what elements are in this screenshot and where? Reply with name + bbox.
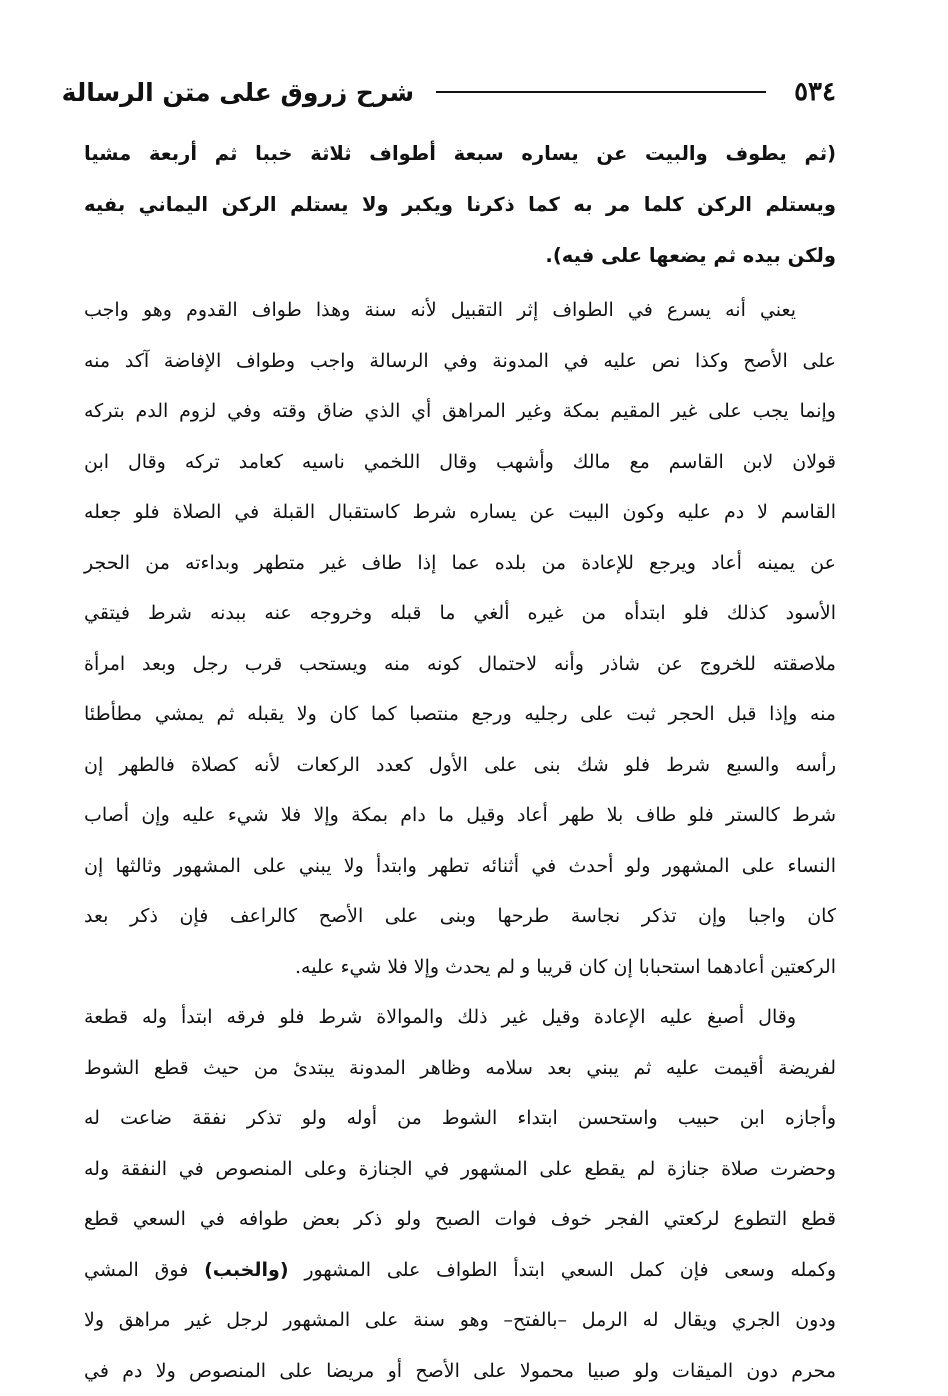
text-line: القاسم لا دم عليه وكون البيت عن يساره شرط كاستقبال القبلة في الصلاة فلو جعله — [84, 487, 836, 538]
text-line: الأسود كذلك فلو ابتدأه من غيره ألغي ما قبله وخروجه عنه ببدنه شرط فيتقي — [84, 588, 836, 639]
text-line: الركعتين أعادهما استحبابا إن كان قريبا و لم يحدث وإلا فلا شيء عليه. — [84, 942, 836, 993]
text-line: منه وإذا قبل الحجر ثبت على رجليه ورجع منتصبا كما كان ولا يقبله ثم يمشي مطأطئا — [84, 689, 836, 740]
text-line: وقال أصبغ عليه الإعادة وقيل غير ذلك والموالاة شرط فلو فرقه ابتدأ وله قطعة — [84, 992, 836, 1043]
matn-line: ولكن بيده ثم يضعها على فيه). — [84, 230, 836, 281]
text-line: لفريضة أقيمت عليه ثم يبني بعد سلامه وظاهر المدونة يبتدئ من حيث قطع الشوط — [84, 1043, 836, 1094]
text-line-with-term — [84, 1245, 836, 1296]
page-number: ٥٣٤ — [794, 77, 836, 107]
text-line: عن يمينه أعاد ويرجع للإعادة من بلده عما إذا طاف غير متطهر وبداءته من الحجر — [84, 538, 836, 589]
text-segment: وكمله وسعى فإن كمل السعي ابتدأ الطواف على المشهور — [304, 1259, 836, 1281]
book-title: شرح زروق على متن الرسالة — [62, 78, 414, 107]
matn-text — [84, 128, 836, 281]
text-line: يعني أنه يسرع في الطواف إثر التقبيل لأنه سنة وهذا طواف القدوم وهو واجب — [84, 285, 836, 336]
text-line: وأجازه ابن حبيب واستحسن ابتداء الشوط من أوله ولو تذكر نفقة ضاعت له — [84, 1093, 836, 1144]
text-line: شرط كالستر فلو طاف بلا طهر أعاد وقيل ما دام بمكة وإلا فلا شيء عليه وإن أصاب — [84, 790, 836, 841]
matn-line: (ثم يطوف والبيت عن يساره سبعة أطواف ثلاثة خببا ثم أربعة مشيا — [84, 128, 836, 179]
text-line: النساء على المشهور ولو أحدث في أثنائه تطهر وابتدأ ولا يبني على المشهور وثالثها إن — [84, 841, 836, 892]
text-line: كان واجبا وإن تذكر نجاسة طرحها وبنى على الأصح كالراعف فإن ذكر بعد — [84, 891, 836, 942]
text-line: ودون الجري ويقال له الرمل –بالفتح– وهو سنة على المشهور لرجل غير مراهق ولا — [84, 1295, 836, 1346]
header-rule — [436, 91, 766, 93]
text-line: قولان لابن القاسم مع مالك وأشهب وقال اللخمي ناسيه كعامد تركه وقال ابن — [84, 437, 836, 488]
text-line: محرم دون الميقات ولو صبيا محمولا على الأصح أو مريضا على المنصوص ولا دم في — [84, 1346, 836, 1396]
text-segment: فوق المشي — [84, 1259, 188, 1281]
commentary-paragraph-1 — [84, 285, 836, 992]
text-line: قطع التطوع لركعتي الفجر خوف فوات الصبح ولو ذكر بعض طوافه في السعي قطع — [84, 1194, 836, 1245]
text-line: وحضرت صلاة جنازة لم يقطع على المشهور في الجنازة وعلى المنصوص في النفقة وله — [84, 1144, 836, 1195]
text-line: ملاصقته للخروج عن شاذر وأنه لاحتمال كونه منه ويستحب قرب رجل وبعد امرأة — [84, 639, 836, 690]
text-line: رأسه والسبع شرط فلو شك بنى على الأول كعدد الركعات لأنه كصلاة فالطهر إن — [84, 740, 836, 791]
matn-line: ويستلم الركن كلما مر به كما ذكرنا ويكبر ولا يستلم الركن اليماني بفيه — [84, 179, 836, 230]
text-line: وإنما يجب على غير المقيم بمكة وغير المراهق أي الذي ضاق وقته وفي لزوم الدم بتركه — [84, 386, 836, 437]
running-header — [84, 62, 836, 122]
text-line: على الأصح وكذا نص عليه في المدونة وفي الرسالة واجب وطواف الإفاضة آكد منه — [84, 336, 836, 387]
bold-term: (والخبب) — [204, 1259, 288, 1281]
commentary-paragraph-2 — [84, 992, 836, 1396]
